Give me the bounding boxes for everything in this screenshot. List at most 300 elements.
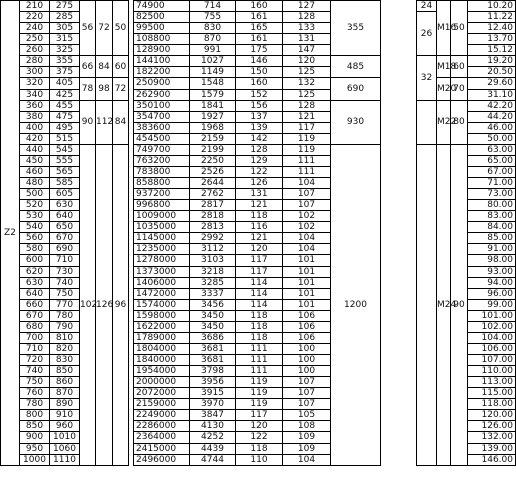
cell-d6: 100 bbox=[283, 343, 331, 354]
cell-d1: 210 bbox=[20, 1, 50, 12]
cell-load: 2496000 bbox=[134, 454, 190, 465]
cell-weight: 20.50 bbox=[468, 67, 516, 78]
group-cell-c: 84 bbox=[113, 100, 129, 144]
spacer-cell bbox=[381, 388, 417, 399]
group-cell-n: 60 bbox=[451, 56, 468, 78]
cell-load: 350100 bbox=[134, 100, 190, 111]
cell-d6: 128 bbox=[283, 12, 331, 23]
cell-d2: 305 bbox=[50, 23, 80, 34]
spacer-cell bbox=[381, 310, 417, 321]
spacer-cell bbox=[381, 12, 417, 23]
spacer-cell bbox=[381, 133, 417, 144]
cell-d1: 460 bbox=[20, 166, 50, 177]
cell-d2: 355 bbox=[50, 56, 80, 67]
cell-d5: 131 bbox=[236, 189, 283, 200]
cell-weight: 120.00 bbox=[468, 410, 516, 421]
cell-weight: 10.20 bbox=[468, 1, 516, 12]
cell-d5: 128 bbox=[236, 144, 283, 155]
cell-d5: 137 bbox=[236, 111, 283, 122]
cell-d1: 250 bbox=[20, 34, 50, 45]
cell-d5: 114 bbox=[236, 299, 283, 310]
cell-d2: 585 bbox=[50, 178, 80, 189]
cell-d6: 117 bbox=[283, 122, 331, 133]
cell-d5: 119 bbox=[236, 377, 283, 388]
group-cell-b: 72 bbox=[96, 1, 113, 56]
cell-d1: 380 bbox=[20, 111, 50, 122]
cell-weight: 93.00 bbox=[468, 266, 516, 277]
group-cell-c: 96 bbox=[113, 144, 129, 465]
cell-weight: 94.00 bbox=[468, 277, 516, 288]
cell-load: 1622000 bbox=[134, 321, 190, 332]
cell-d1: 1000 bbox=[20, 454, 50, 465]
cell-d2: 710 bbox=[50, 255, 80, 266]
cell-d5: 175 bbox=[236, 45, 283, 56]
cell-d2: 1010 bbox=[50, 432, 80, 443]
cell-c15: 26 bbox=[417, 12, 437, 56]
group-cell-n: 70 bbox=[451, 78, 468, 100]
spacer-cell bbox=[381, 34, 417, 45]
cell-d4: 1968 bbox=[190, 122, 236, 133]
cell-d6: 147 bbox=[283, 45, 331, 56]
spacer-cell bbox=[381, 155, 417, 166]
cell-load: 262900 bbox=[134, 89, 190, 100]
cell-d4: 1548 bbox=[190, 78, 236, 89]
cell-d1: 620 bbox=[20, 266, 50, 277]
spacer-cell bbox=[381, 178, 417, 189]
model-cell: Z2 bbox=[1, 1, 20, 466]
cell-d6: 101 bbox=[283, 299, 331, 310]
cell-d2: 790 bbox=[50, 321, 80, 332]
cell-weight: 102.00 bbox=[468, 321, 516, 332]
cell-d2: 515 bbox=[50, 133, 80, 144]
cell-load: 1840000 bbox=[134, 355, 190, 366]
cell-d5: 118 bbox=[236, 321, 283, 332]
cell-d1: 260 bbox=[20, 45, 50, 56]
spacer-cell bbox=[381, 100, 417, 111]
cell-load: 858800 bbox=[134, 178, 190, 189]
cell-weight: 101.00 bbox=[468, 310, 516, 321]
cell-load: 454500 bbox=[134, 133, 190, 144]
cell-d5: 117 bbox=[236, 255, 283, 266]
cell-d6: 125 bbox=[283, 67, 331, 78]
spacer-cell bbox=[381, 211, 417, 222]
spacer-cell bbox=[381, 299, 417, 310]
cell-load: 1954000 bbox=[134, 366, 190, 377]
cell-d4: 3450 bbox=[190, 321, 236, 332]
cell-d4: 1149 bbox=[190, 67, 236, 78]
cell-d6: 104 bbox=[283, 178, 331, 189]
group-cell-b: 98 bbox=[96, 78, 113, 100]
cell-d6: 105 bbox=[283, 410, 331, 421]
cell-d1: 950 bbox=[20, 443, 50, 454]
cell-d4: 2250 bbox=[190, 155, 236, 166]
cell-load: 82500 bbox=[134, 12, 190, 23]
cell-d1: 800 bbox=[20, 410, 50, 421]
cell-d5: 114 bbox=[236, 277, 283, 288]
spacer-cell bbox=[381, 122, 417, 133]
cell-d4: 1027 bbox=[190, 56, 236, 67]
cell-d1: 540 bbox=[20, 222, 50, 233]
spacer-cell bbox=[381, 321, 417, 332]
spacer-cell bbox=[381, 166, 417, 177]
spacer-cell bbox=[381, 443, 417, 454]
cell-d6: 104 bbox=[283, 454, 331, 465]
cell-d4: 2644 bbox=[190, 178, 236, 189]
cell-d2: 730 bbox=[50, 266, 80, 277]
spacer-cell bbox=[381, 377, 417, 388]
cell-d5: 120 bbox=[236, 421, 283, 432]
cell-d6: 106 bbox=[283, 332, 331, 343]
cell-d1: 240 bbox=[20, 23, 50, 34]
cell-d2: 495 bbox=[50, 122, 80, 133]
cell-d6: 119 bbox=[283, 144, 331, 155]
cell-d2: 325 bbox=[50, 45, 80, 56]
cell-c15 bbox=[417, 100, 437, 144]
cell-d6: 106 bbox=[283, 321, 331, 332]
group-cell-n: 90 bbox=[451, 144, 468, 465]
cell-d5: 146 bbox=[236, 56, 283, 67]
cell-load: 182200 bbox=[134, 67, 190, 78]
cell-d1: 750 bbox=[20, 377, 50, 388]
cell-load: 250900 bbox=[134, 78, 190, 89]
cell-weight: 99.00 bbox=[468, 299, 516, 310]
cell-d2: 850 bbox=[50, 366, 80, 377]
cell-load: 128900 bbox=[134, 45, 190, 56]
cell-d1: 500 bbox=[20, 189, 50, 200]
cell-d6: 107 bbox=[283, 377, 331, 388]
cell-d2: 830 bbox=[50, 355, 80, 366]
cell-load: 74900 bbox=[134, 1, 190, 12]
group-cell-a: 90 bbox=[80, 100, 96, 144]
cell-d1: 280 bbox=[20, 56, 50, 67]
spacer-cell bbox=[381, 432, 417, 443]
cell-d5: 161 bbox=[236, 34, 283, 45]
cell-weight: 80.00 bbox=[468, 200, 516, 211]
cell-load: 1035000 bbox=[134, 222, 190, 233]
cell-d6: 133 bbox=[283, 23, 331, 34]
cell-d1: 420 bbox=[20, 133, 50, 144]
table-row bbox=[1, 144, 516, 155]
cell-load: 783800 bbox=[134, 166, 190, 177]
cell-d1: 600 bbox=[20, 255, 50, 266]
group-cell-m: M22 bbox=[437, 100, 451, 144]
cell-d6: 101 bbox=[283, 288, 331, 299]
cell-d4: 3285 bbox=[190, 277, 236, 288]
cell-weight: 65.00 bbox=[468, 155, 516, 166]
cell-load: 996800 bbox=[134, 200, 190, 211]
cell-d5: 161 bbox=[236, 12, 283, 23]
cell-d2: 960 bbox=[50, 421, 80, 432]
group-cell-b: 112 bbox=[96, 100, 113, 144]
cell-d6: 111 bbox=[283, 166, 331, 177]
spacer-cell bbox=[381, 67, 417, 78]
cell-d2: 640 bbox=[50, 211, 80, 222]
cell-weight: 63.00 bbox=[468, 144, 516, 155]
cell-d4: 4744 bbox=[190, 454, 236, 465]
cell-load: 2364000 bbox=[134, 432, 190, 443]
cell-d6: 120 bbox=[283, 56, 331, 67]
cell-d1: 480 bbox=[20, 178, 50, 189]
spacer-cell bbox=[381, 343, 417, 354]
cell-d2: 455 bbox=[50, 100, 80, 111]
cell-d2: 750 bbox=[50, 288, 80, 299]
cell-d5: 118 bbox=[236, 310, 283, 321]
group-cell-m: M24 bbox=[437, 144, 451, 465]
cell-weight: 83.00 bbox=[468, 211, 516, 222]
cell-d4: 870 bbox=[190, 34, 236, 45]
cell-d1: 560 bbox=[20, 233, 50, 244]
spacer-cell bbox=[381, 266, 417, 277]
cell-load: 2415000 bbox=[134, 443, 190, 454]
cell-d1: 900 bbox=[20, 432, 50, 443]
cell-d1: 670 bbox=[20, 310, 50, 321]
group-cell-c: 72 bbox=[113, 78, 129, 100]
cell-d2: 740 bbox=[50, 277, 80, 288]
cell-d5: 121 bbox=[236, 233, 283, 244]
group-cell-b: 126 bbox=[96, 144, 113, 465]
cell-load: 2286000 bbox=[134, 421, 190, 432]
cell-d1: 760 bbox=[20, 388, 50, 399]
cell-weight: 104.00 bbox=[468, 332, 516, 343]
spacer-cell bbox=[381, 255, 417, 266]
cell-weight: 13.70 bbox=[468, 34, 516, 45]
cell-load: 108800 bbox=[134, 34, 190, 45]
cell-d4: 3956 bbox=[190, 377, 236, 388]
cell-d4: 3847 bbox=[190, 410, 236, 421]
cell-d2: 770 bbox=[50, 299, 80, 310]
cell-weight: 19.20 bbox=[468, 56, 516, 67]
spacer-cell bbox=[381, 23, 417, 34]
cell-load: 1574000 bbox=[134, 299, 190, 310]
cell-d6: 101 bbox=[283, 266, 331, 277]
group-cell-v: 1200 bbox=[331, 144, 381, 465]
cell-c15: 32 bbox=[417, 56, 437, 100]
cell-d4: 3337 bbox=[190, 288, 236, 299]
cell-weight: 11.22 bbox=[468, 12, 516, 23]
cell-load: 2159000 bbox=[134, 399, 190, 410]
cell-weight: 126.00 bbox=[468, 421, 516, 432]
cell-d2: 630 bbox=[50, 200, 80, 211]
cell-load: 144100 bbox=[134, 56, 190, 67]
cell-d2: 690 bbox=[50, 244, 80, 255]
cell-d2: 555 bbox=[50, 155, 80, 166]
spacer-cell bbox=[381, 366, 417, 377]
cell-d1: 300 bbox=[20, 67, 50, 78]
cell-d5: 152 bbox=[236, 89, 283, 100]
spacer-cell bbox=[381, 144, 417, 155]
cell-d6: 132 bbox=[283, 78, 331, 89]
cell-d1: 530 bbox=[20, 211, 50, 222]
cell-d2: 565 bbox=[50, 166, 80, 177]
spacer-cell bbox=[381, 56, 417, 67]
cell-load: 1235000 bbox=[134, 244, 190, 255]
cell-d1: 360 bbox=[20, 100, 50, 111]
cell-load: 763200 bbox=[134, 155, 190, 166]
cell-d1: 720 bbox=[20, 355, 50, 366]
cell-d2: 545 bbox=[50, 144, 80, 155]
cell-d5: 118 bbox=[236, 332, 283, 343]
cell-d1: 710 bbox=[20, 343, 50, 354]
cell-weight: 139.00 bbox=[468, 443, 516, 454]
cell-load: 1406000 bbox=[134, 277, 190, 288]
group-cell-a: 78 bbox=[80, 78, 96, 100]
cell-load: 99500 bbox=[134, 23, 190, 34]
cell-d6: 101 bbox=[283, 255, 331, 266]
cell-d5: 160 bbox=[236, 1, 283, 12]
cell-d1: 440 bbox=[20, 144, 50, 155]
cell-weight: 73.00 bbox=[468, 189, 516, 200]
cell-d4: 3915 bbox=[190, 388, 236, 399]
cell-d6: 131 bbox=[283, 34, 331, 45]
cell-d5: 122 bbox=[236, 166, 283, 177]
group-cell-c: 60 bbox=[113, 56, 129, 78]
cell-load: 383600 bbox=[134, 122, 190, 133]
cell-d6: 111 bbox=[283, 155, 331, 166]
group-cell-a: 102 bbox=[80, 144, 96, 465]
cell-load: 1804000 bbox=[134, 343, 190, 354]
cell-d2: 650 bbox=[50, 222, 80, 233]
cell-d4: 755 bbox=[190, 12, 236, 23]
cell-d2: 605 bbox=[50, 189, 80, 200]
cell-d6: 107 bbox=[283, 189, 331, 200]
cell-d4: 3218 bbox=[190, 266, 236, 277]
cell-d5: 114 bbox=[236, 288, 283, 299]
cell-d5: 160 bbox=[236, 78, 283, 89]
cell-d4: 2813 bbox=[190, 222, 236, 233]
cell-weight: 107.00 bbox=[468, 355, 516, 366]
cell-load: 1145000 bbox=[134, 233, 190, 244]
cell-d6: 109 bbox=[283, 432, 331, 443]
cell-d1: 340 bbox=[20, 89, 50, 100]
table-row bbox=[1, 100, 516, 111]
cell-d5: 150 bbox=[236, 67, 283, 78]
spacer-cell bbox=[381, 233, 417, 244]
cell-d6: 127 bbox=[283, 1, 331, 12]
cell-d6: 109 bbox=[283, 443, 331, 454]
cell-d4: 3686 bbox=[190, 332, 236, 343]
cell-weight: 50.00 bbox=[468, 133, 516, 144]
cell-d2: 1060 bbox=[50, 443, 80, 454]
cell-d5: 129 bbox=[236, 155, 283, 166]
cell-d4: 3103 bbox=[190, 255, 236, 266]
group-cell-m: M20 bbox=[437, 78, 451, 100]
cell-load: 1009000 bbox=[134, 211, 190, 222]
cell-weight: 106.00 bbox=[468, 343, 516, 354]
spacer-cell bbox=[381, 189, 417, 200]
cell-d1: 640 bbox=[20, 288, 50, 299]
cell-d4: 2818 bbox=[190, 211, 236, 222]
spacer-cell bbox=[381, 244, 417, 255]
spacer-cell bbox=[381, 399, 417, 410]
spacer-cell bbox=[381, 454, 417, 465]
spacer-cell bbox=[381, 288, 417, 299]
cell-d2: 780 bbox=[50, 310, 80, 321]
cell-weight: 31.10 bbox=[468, 89, 516, 100]
cell-c15 bbox=[417, 144, 437, 465]
group-cell-c: 50 bbox=[113, 1, 129, 56]
group-cell-v: 485 bbox=[331, 56, 381, 78]
cell-d5: 120 bbox=[236, 244, 283, 255]
cell-d6: 119 bbox=[283, 133, 331, 144]
cell-load: 354700 bbox=[134, 111, 190, 122]
cell-d6: 125 bbox=[283, 89, 331, 100]
cell-weight: 15.12 bbox=[468, 45, 516, 56]
cell-weight: 42.20 bbox=[468, 100, 516, 111]
cell-d1: 630 bbox=[20, 277, 50, 288]
cell-load: 2000000 bbox=[134, 377, 190, 388]
cell-d2: 425 bbox=[50, 89, 80, 100]
cell-d5: 111 bbox=[236, 343, 283, 354]
group-cell-v: 690 bbox=[331, 78, 381, 100]
cell-d4: 3798 bbox=[190, 366, 236, 377]
group-cell-m: M16 bbox=[437, 1, 451, 56]
cell-d6: 104 bbox=[283, 233, 331, 244]
spacer-cell bbox=[381, 111, 417, 122]
cell-weight: 132.00 bbox=[468, 432, 516, 443]
cell-d5: 121 bbox=[236, 200, 283, 211]
cell-d1: 580 bbox=[20, 244, 50, 255]
cell-d4: 1841 bbox=[190, 100, 236, 111]
cell-weight: 44.20 bbox=[468, 111, 516, 122]
cell-d4: 830 bbox=[190, 23, 236, 34]
cell-weight: 71.00 bbox=[468, 178, 516, 189]
cell-d5: 119 bbox=[236, 388, 283, 399]
cell-d2: 475 bbox=[50, 111, 80, 122]
cell-d2: 315 bbox=[50, 34, 80, 45]
group-cell-n: 80 bbox=[451, 100, 468, 144]
cell-d4: 714 bbox=[190, 1, 236, 12]
group-cell-v: 355 bbox=[331, 1, 381, 56]
cell-load: 1278000 bbox=[134, 255, 190, 266]
cell-d1: 680 bbox=[20, 321, 50, 332]
cell-d4: 4439 bbox=[190, 443, 236, 454]
table-row bbox=[1, 1, 516, 12]
cell-d4: 3681 bbox=[190, 343, 236, 354]
cell-weight: 96.00 bbox=[468, 288, 516, 299]
cell-d4: 3450 bbox=[190, 310, 236, 321]
cell-d4: 991 bbox=[190, 45, 236, 56]
group-cell-a: 56 bbox=[80, 1, 96, 56]
cell-d4: 1927 bbox=[190, 111, 236, 122]
cell-load: 1472000 bbox=[134, 288, 190, 299]
cell-d4: 2526 bbox=[190, 166, 236, 177]
cell-weight: 98.00 bbox=[468, 255, 516, 266]
cell-d2: 870 bbox=[50, 388, 80, 399]
spacer-cell bbox=[381, 277, 417, 288]
cell-d5: 119 bbox=[236, 399, 283, 410]
group-cell-b: 84 bbox=[96, 56, 113, 78]
cell-load: 749700 bbox=[134, 144, 190, 155]
cell-d6: 107 bbox=[283, 399, 331, 410]
cell-d6: 102 bbox=[283, 222, 331, 233]
cell-d5: 126 bbox=[236, 178, 283, 189]
cell-d6: 107 bbox=[283, 388, 331, 399]
cell-d1: 780 bbox=[20, 399, 50, 410]
cell-d1: 660 bbox=[20, 299, 50, 310]
cell-d5: 142 bbox=[236, 133, 283, 144]
cell-d4: 2159 bbox=[190, 133, 236, 144]
cell-weight: 85.00 bbox=[468, 233, 516, 244]
cell-load: 937200 bbox=[134, 189, 190, 200]
cell-d2: 375 bbox=[50, 67, 80, 78]
cell-weight: 118.00 bbox=[468, 399, 516, 410]
cell-d1: 450 bbox=[20, 155, 50, 166]
cell-d4: 2762 bbox=[190, 189, 236, 200]
cell-d4: 3112 bbox=[190, 244, 236, 255]
spacer-cell bbox=[381, 332, 417, 343]
cell-d5: 165 bbox=[236, 23, 283, 34]
cell-d5: 118 bbox=[236, 211, 283, 222]
